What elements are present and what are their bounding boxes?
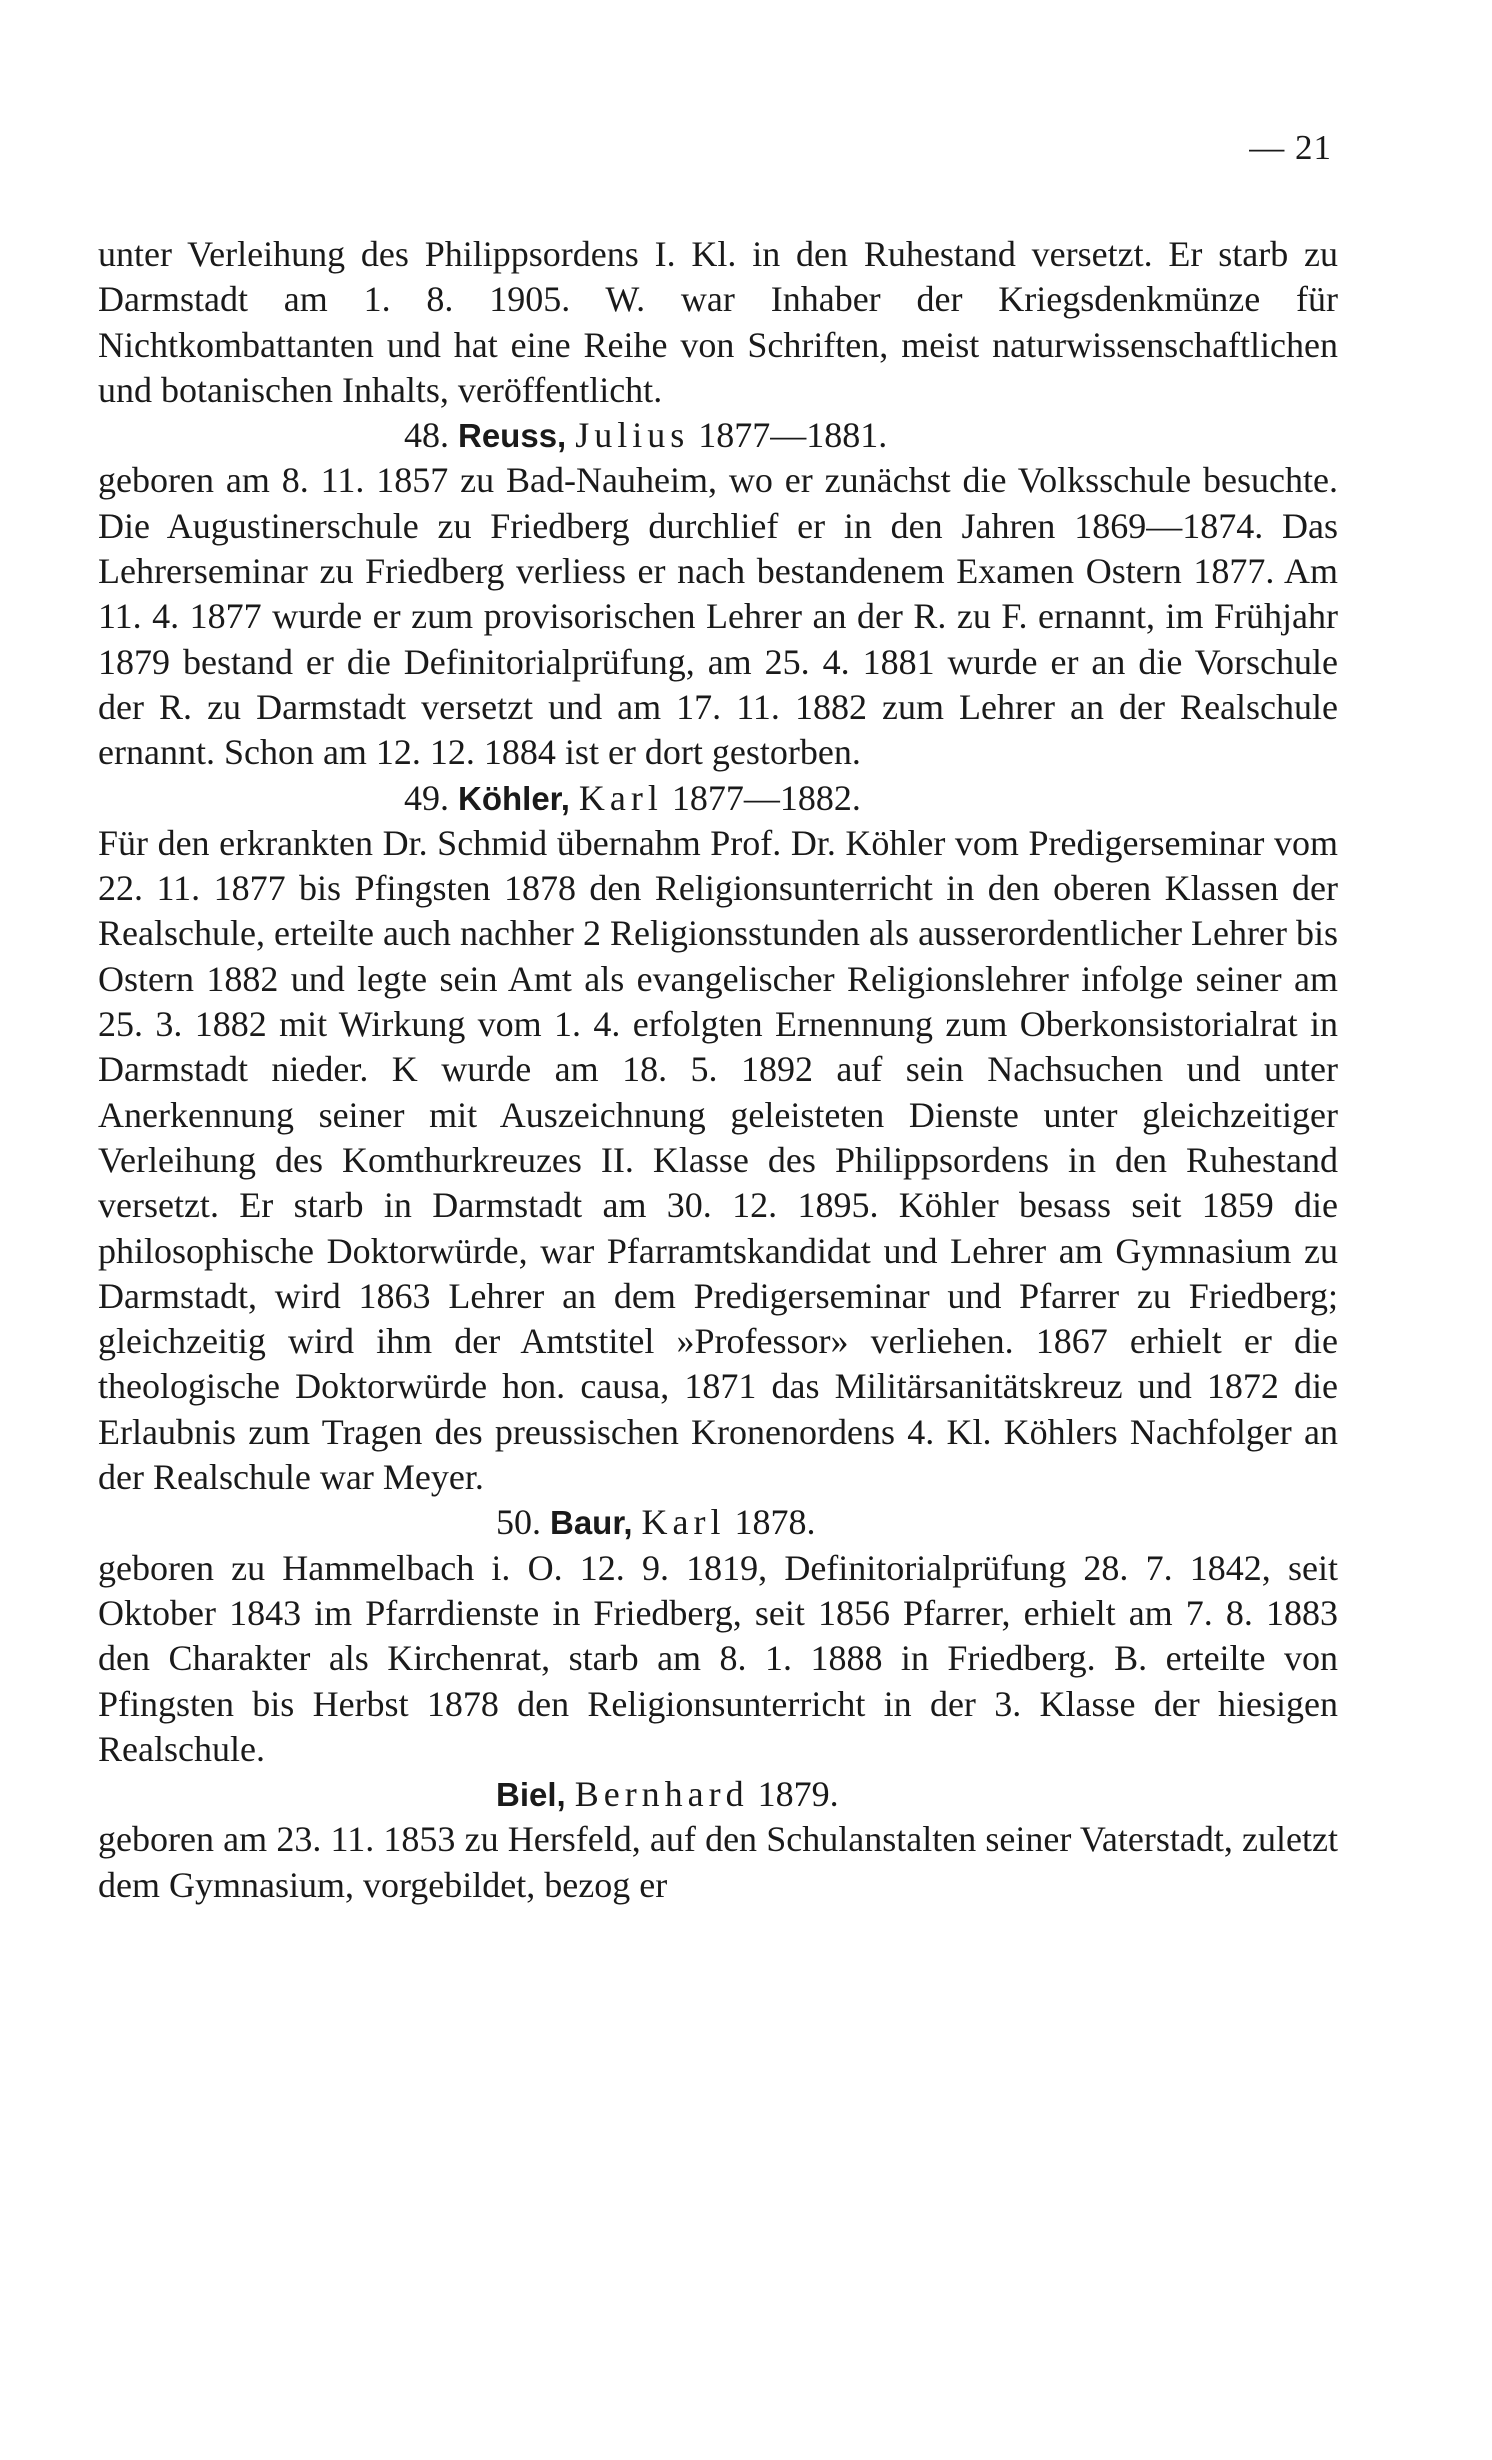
paragraph-baur: geboren zu Hammelbach i. O. 12. 9. 1819, Definitorialprüfung 28. 7. 1842, seit Oktober 1843 im Pfarrdienste in Friedberg, seit 1856 Pfarrer, erhielt am 7. 8. 1883 den Charakter als Kirchenrat, starb am 8. 1. 1888 in Friedberg. B. erteilte von Pfingsten bis Herbst 1878 den Religionsunterricht in der 3. Klasse der hiesigen Realschule. — [98, 1547, 1338, 1769]
entry-surname: Köhler, — [458, 779, 570, 817]
entry-forename: Julius — [575, 415, 690, 456]
entry-heading-48 — [98, 413, 1338, 458]
page-number: — 21 — [1249, 128, 1332, 167]
paragraph-koehler: Für den erkrankten Dr. Schmid übernahm Prof. Dr. Köhler vom Predigerseminar vom 22. 11. 1877 bis Pfingsten 1878 den Religionsunterricht in den oberen Klassen der Realschule, erteilte auch nachher 2 Religionsstunden als ausserordentlicher Lehrer bis Ostern 1882 und legte sein Amt als evangelischer Religionslehrer infolge seiner am 25. 3. 1882 mit Wirkung vom 1. 4. erfolgten Ernennung zum Oberkonsistorialrat in Darmstadt nieder. K wurde am 18. 5. 1892 auf sein Nachsuchen und unter Anerkennung seiner mit Auszeichnung geleisteten Dienste unter gleichzeitiger Verleihung des Komthurkreuzes II. Klasse des Philippsordens in den Ruhestand versetzt. Er starb in Darmstadt am 30. 12. 1895. Köhler besass seit 1859 die philosophische Doktorwürde, war Pfarramtskandidat und Lehrer am Gymnasium zu Darmstadt, wird 1863 Lehrer an dem Predigerseminar und Pfarrer zu Friedberg; gleichzeitig wird ihm der Amtstitel »Professor» verliehen. 1867 erhielt er die theologische Doktorwürde hon. causa, 1871 das Militärsanitätskreuz und 1872 die Erlaubnis zum Tragen des preussischen Kronenordens 4. Kl. Köhlers Nachfolger an der Realschule war Meyer. — [98, 822, 1338, 1498]
paragraph-wegner-ending: unter Verleihung des Philippsordens I. Kl. in den Ruhestand versetzt. Er starb zu Darmstadt am 1. 8. 1905. W. war Inhaber der Kriegsdenkmünze für Nichtkombattanten und hat eine Reihe von Schriften, meist naturwissenschaftlichen und botanischen Inhalts, veröffentlicht. — [98, 234, 1338, 410]
entry-years: 1877—1881. — [698, 415, 888, 456]
entry-years: 1878. — [734, 1502, 816, 1543]
entry-forename: Karl — [578, 777, 663, 818]
entry-surname: Reuss, — [458, 417, 567, 455]
entry-surname: Baur, — [550, 1504, 633, 1542]
paragraph-reuss: geboren am 8. 11. 1857 zu Bad-Nauheim, wo er zunächst die Volksschule besuchte. Die Augustinerschule zu Friedberg durchlief er in den Jahren 1869—1874. Das Lehrerseminar zu Friedberg verliess er nach bestandenem Examen Ostern 1877. Am 11. 4. 1877 wurde er zum provisorischen Lehrer an der R. zu F. ernannt, im Frühjahr 1879 bestand er die Definitorialprüfung, am 25. 4. 1881 wurde er an die Vorschule der R. zu Darmstadt versetzt und am 17. 11. 1882 zum Lehrer an der Realschule ernannt. Schon am 12. 12. 1884 ist er dort gestorben. — [98, 460, 1338, 773]
entry-heading-49 — [98, 776, 1338, 821]
paragraph-biel: geboren am 23. 11. 1853 zu Hersfeld, auf den Schulanstalten seiner Vaterstadt, zuletzt dem Gymnasium, vorgebildet, bezog er — [98, 1819, 1338, 1905]
entry-years: 1879. — [757, 1774, 839, 1815]
entry-heading-50 — [98, 1500, 1338, 1545]
entry-number: 48. — [404, 415, 449, 456]
entry-forename: Bernhard — [574, 1774, 749, 1815]
entry-surname: Biel, — [496, 1776, 566, 1814]
page-body — [98, 232, 1338, 1908]
entry-forename: Karl — [641, 1502, 726, 1543]
entry-heading-biel — [98, 1772, 1338, 1817]
entry-number: 50. — [496, 1502, 541, 1543]
entry-number: 49. — [404, 777, 449, 818]
entry-years: 1877—1882. — [671, 777, 861, 818]
